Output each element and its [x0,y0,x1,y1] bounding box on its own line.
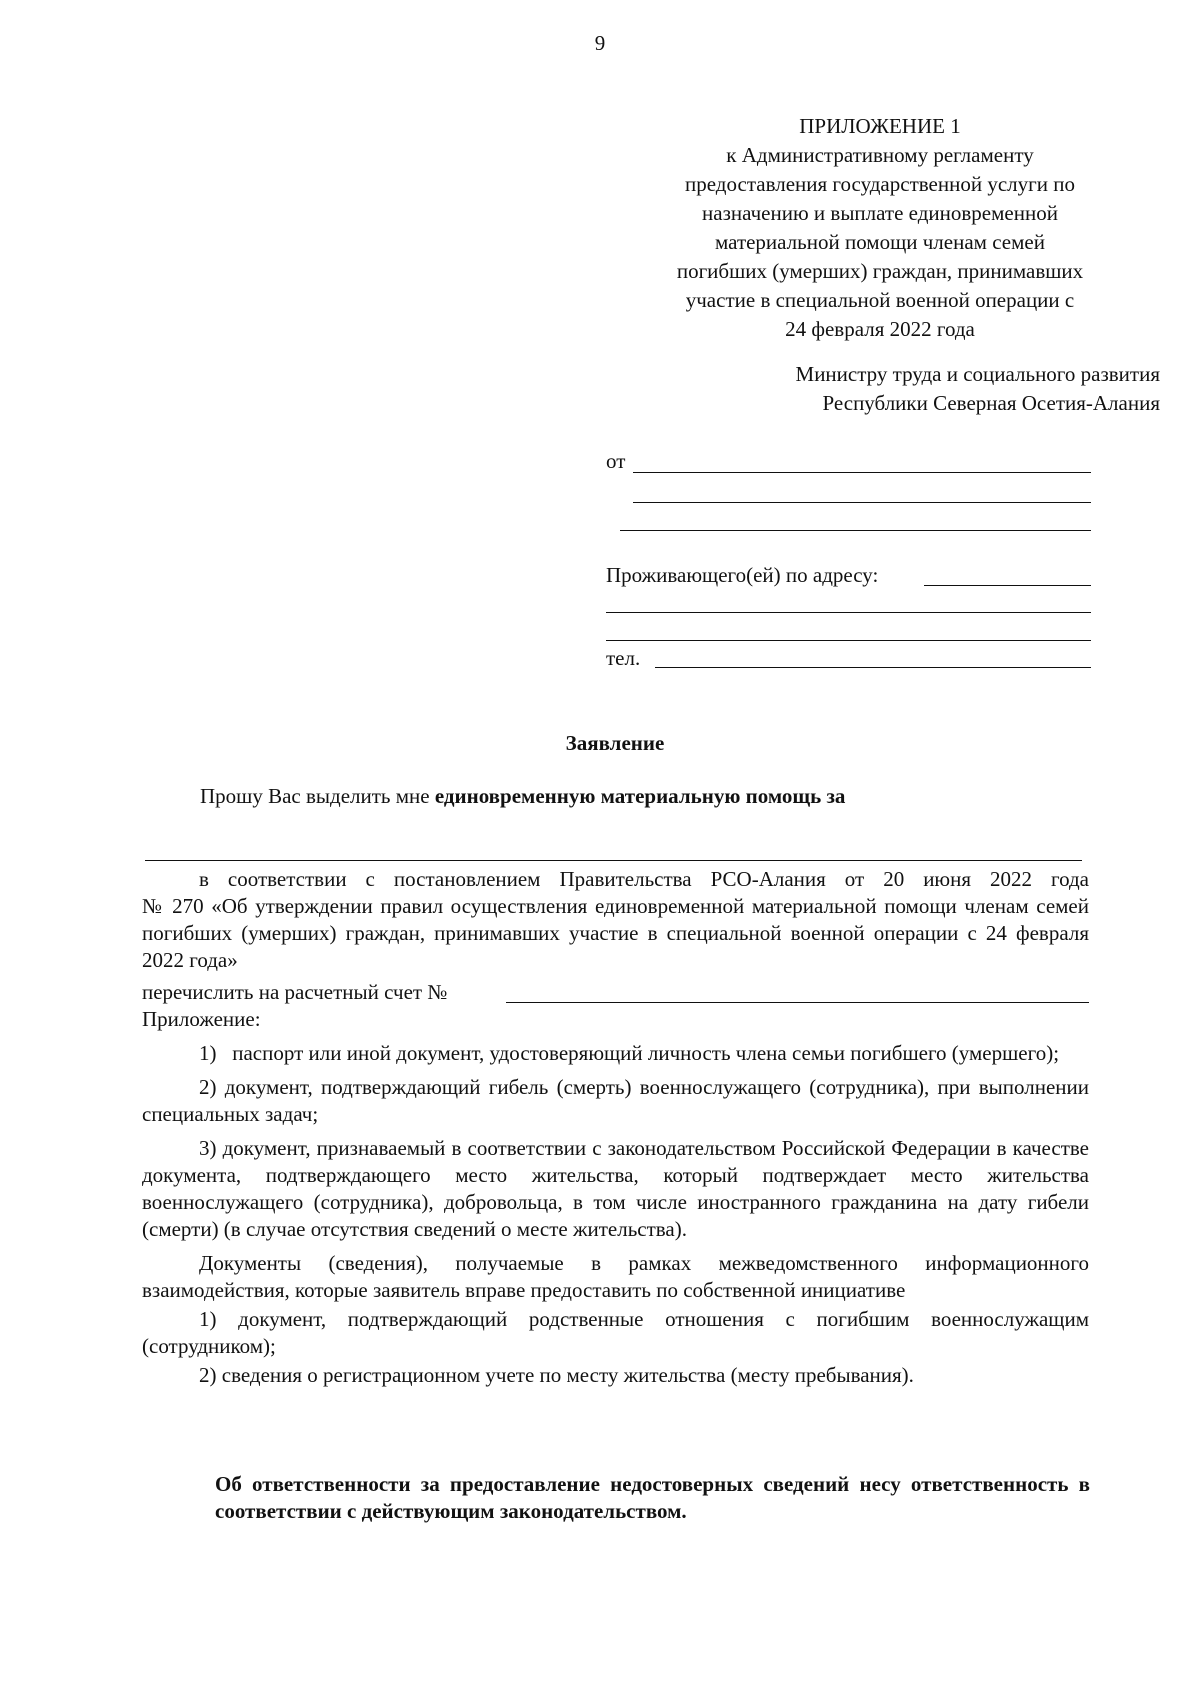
account-label: перечислить на расчетный счет № [142,980,448,1004]
address-line-3[interactable] [606,640,1091,641]
from-line-3[interactable] [620,530,1091,531]
request-bold: единовременную материальную помощь за [434,784,846,808]
from-line-1[interactable] [633,472,1091,473]
addressee-block [560,360,1160,418]
attachment-item-3: 3) документ, признаваемый в соответствии с законодательством Российской Федерации в качестве документа, подтверждающего место жительства, который подтверждает место жительства военнослужащего (сотрудника), добровольца, в том числе иностранного гражданина на дату гибели (смерти) (в случае отсутствия сведений о месте жительства). [142,1136,1089,1241]
phone-line[interactable] [655,667,1091,668]
page-number: 9 [594,31,606,55]
appendix-line: 24 февраля 2022 года [785,317,975,341]
basis-paragraph [142,866,1089,974]
from-line-2[interactable] [633,502,1091,503]
addressee-line-2: Республики Северная Осетия-Алания [822,391,1160,415]
appendix-line: участие в специальной военной операции с [685,288,1075,312]
attachments-section [142,1006,1089,1389]
attachment-item-1: 1) паспорт или иной документ, удостоверяющий личность члена семьи погибшего (умершего); [199,1041,1060,1065]
statement-title: Заявление [565,731,665,755]
request-prefix: Прошу Вас выделить мне [200,784,435,808]
appendix-line: назначению и выплате единовременной [702,201,1058,225]
interagency-item-1: 1) документ, подтверждающий родственные отношения с погибшим военнослужащим (сотрудником); [142,1307,1089,1358]
from-label: от [606,449,626,473]
account-number-line[interactable] [506,1002,1089,1003]
appendix-line: предоставления государственной услуги по [685,172,1075,196]
responsibility-warning: Об ответственности за предоставление недостоверных сведений несу ответственность в соответствии с действующим законодательством. [215,1472,1090,1523]
appendix-header [600,112,1160,344]
appendix-title: ПРИЛОЖЕНИЕ 1 [799,114,961,138]
attachments-label: Приложение: [142,1007,261,1031]
interagency-intro: Документы (сведения), получаемые в рамках межведомственного информационного взаимодействия, которые заявитель вправе предоставить по собственной инициативе [142,1251,1089,1302]
address-line-2[interactable] [606,612,1091,613]
request-blank-line[interactable] [145,860,1082,861]
interagency-item-2: 2) сведения о регистрационном учете по месту жительства (месту пребывания). [199,1363,914,1387]
attachment-item-2: 2) документ, подтверждающий гибель (смерть) военнослужащего (сотрудника), при выполнении специальных задач; [142,1075,1089,1126]
address-line-1[interactable] [924,585,1091,586]
request-line [200,783,845,810]
address-label: Проживающего(ей) по адресу: [606,563,879,587]
basis-rest: № 270 «Об утверждении правил осуществления единовременной материальной помощи членам семей погибших (умерших) граждан, принимавших участие в специальной военной операции с 24 февраля 2022 года» [142,894,1089,972]
appendix-line: материальной помощи членам семей [715,230,1045,254]
appendix-line: погибших (умерших) граждан, принимавших [676,259,1084,283]
basis-line-1: в соответствии с постановлением Правительства РСО-Алания от 20 июня 2022 года [199,867,1089,891]
appendix-line: к Административному регламенту [726,143,1034,167]
addressee-line-1: Министру труда и социального развития [795,362,1160,386]
phone-label: тел. [606,646,641,670]
